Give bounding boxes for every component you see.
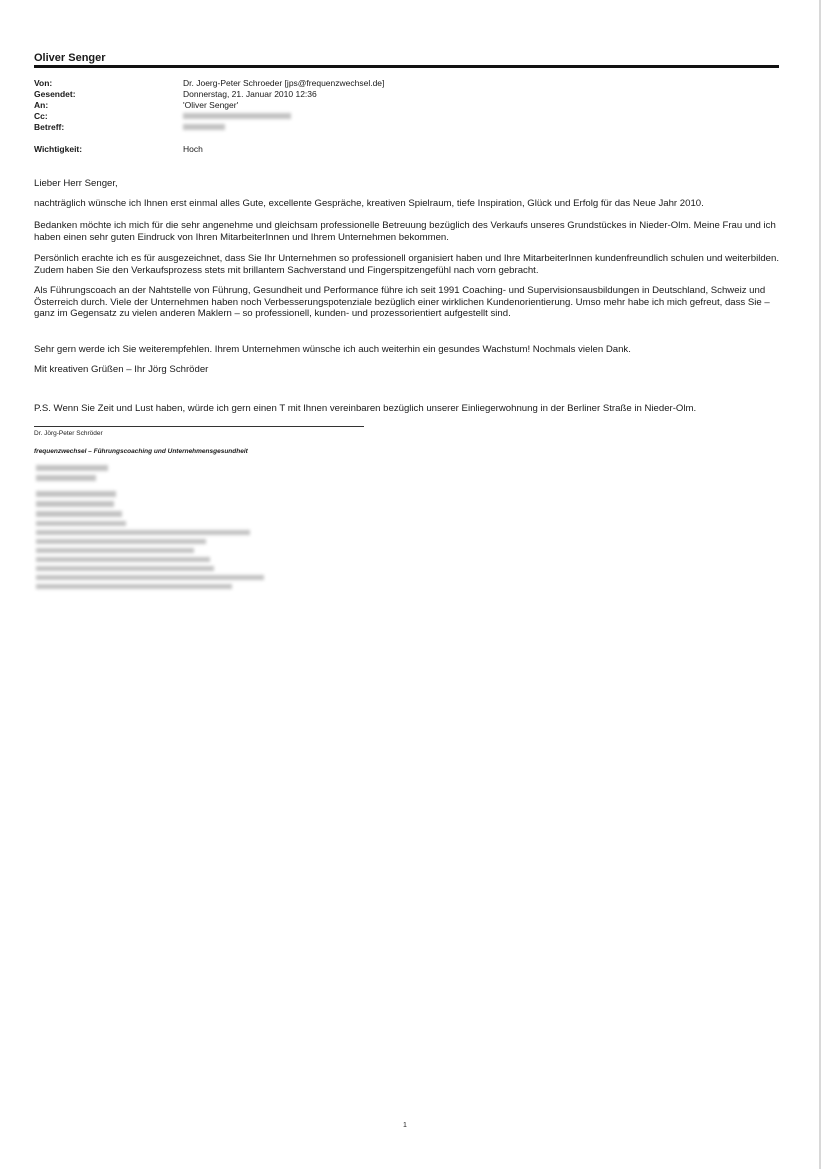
page-number: 1	[403, 1122, 407, 1129]
to-label: An:	[34, 100, 49, 110]
cc-value-redacted	[183, 113, 291, 119]
signature-divider	[34, 426, 364, 427]
header-divider	[34, 65, 779, 68]
signature-name: Dr. Jörg-Peter Schröder	[34, 430, 103, 437]
subject-value-redacted	[183, 124, 225, 130]
sent-label: Gesendet:	[34, 89, 76, 99]
paragraph-5: Sehr gern werde ich Sie weiterempfehlen. Ihrem Unternehmen wünsche ich auch weiterhin ein gesundes Wachstum! Nochmals vielen Dank.	[34, 344, 631, 355]
importance-value: Hoch	[183, 144, 203, 154]
cc-label: Cc:	[34, 111, 48, 121]
subject-label: Betreff:	[34, 122, 65, 132]
email-owner-name: Oliver Senger	[34, 52, 106, 64]
sent-value: Donnerstag, 21. Januar 2010 12:36	[183, 89, 317, 99]
paragraph-3: Persönlich erachte ich es für ausgezeichnet, dass Sie Ihr Unternehmen so professionell organisiert haben und Ihre MitarbeiterInnen kundenfreundlich schulen und weiterbilden. Zudem haben Sie den Verkaufsprozess stets mit brillantem Sachverstand und Fingerspitzengefühl nach vorn gebracht.	[34, 253, 780, 276]
paragraph-2: Bedanken möchte ich mich für die sehr angenehme und gleichsam professionelle Betreuung bezüglich des Verkaufs unseres Grundstückes in Nieder-Olm. Meine Frau und ich haben einen sehr guten Eindruck von Ihren MitarbeiterInnen und Ihrem Unternehmen bekommen.	[34, 220, 776, 243]
from-value: Dr. Joerg-Peter Schroeder [jps@frequenzwechsel.de]	[183, 78, 385, 88]
salutation: Lieber Herr Senger,	[34, 178, 118, 189]
importance-label: Wichtigkeit:	[34, 144, 83, 154]
closing: Mit kreativen Grüßen – Ihr Jörg Schröder	[34, 364, 209, 375]
from-label: Von:	[34, 78, 53, 88]
postscript: P.S. Wenn Sie Zeit und Lust haben, würde ich gern einen T mit Ihnen vereinbaren bezüglich unserer Einliegerwohnung in der Berliner Straße in Nieder-Olm.	[34, 403, 697, 414]
paragraph-1: nachträglich wünsche ich Ihnen erst einmal alles Gute, excellente Gespräche, kreativen Spielraum, tiefe Inspiration, Glück und Erfolg für das Neue Jahr 2010.	[34, 198, 704, 209]
signature-company: frequenzwechsel – Führungscoaching und Unternehmensgesundheit	[34, 448, 248, 455]
page-edge	[819, 0, 821, 1169]
paragraph-4: Als Führungscoach an der Nahtstelle von Führung, Gesundheit und Performance führe ich seit 1991 Coaching- und Supervisionsausbildungen in Deutschland, Schweiz und Österreich durch. Viele der Unternehmen haben noch Verbesserungspotenziale bezüglich einer wirklichen Kundenorientierung. Umso mehr habe ich mich gefreut, dass Sie – ganz im Gegensatz zu vielen anderen Maklern – so professionell, kunden- und prozessorientiert aufgestellt sind.	[34, 285, 770, 319]
to-value: 'Oliver Senger'	[183, 100, 239, 110]
